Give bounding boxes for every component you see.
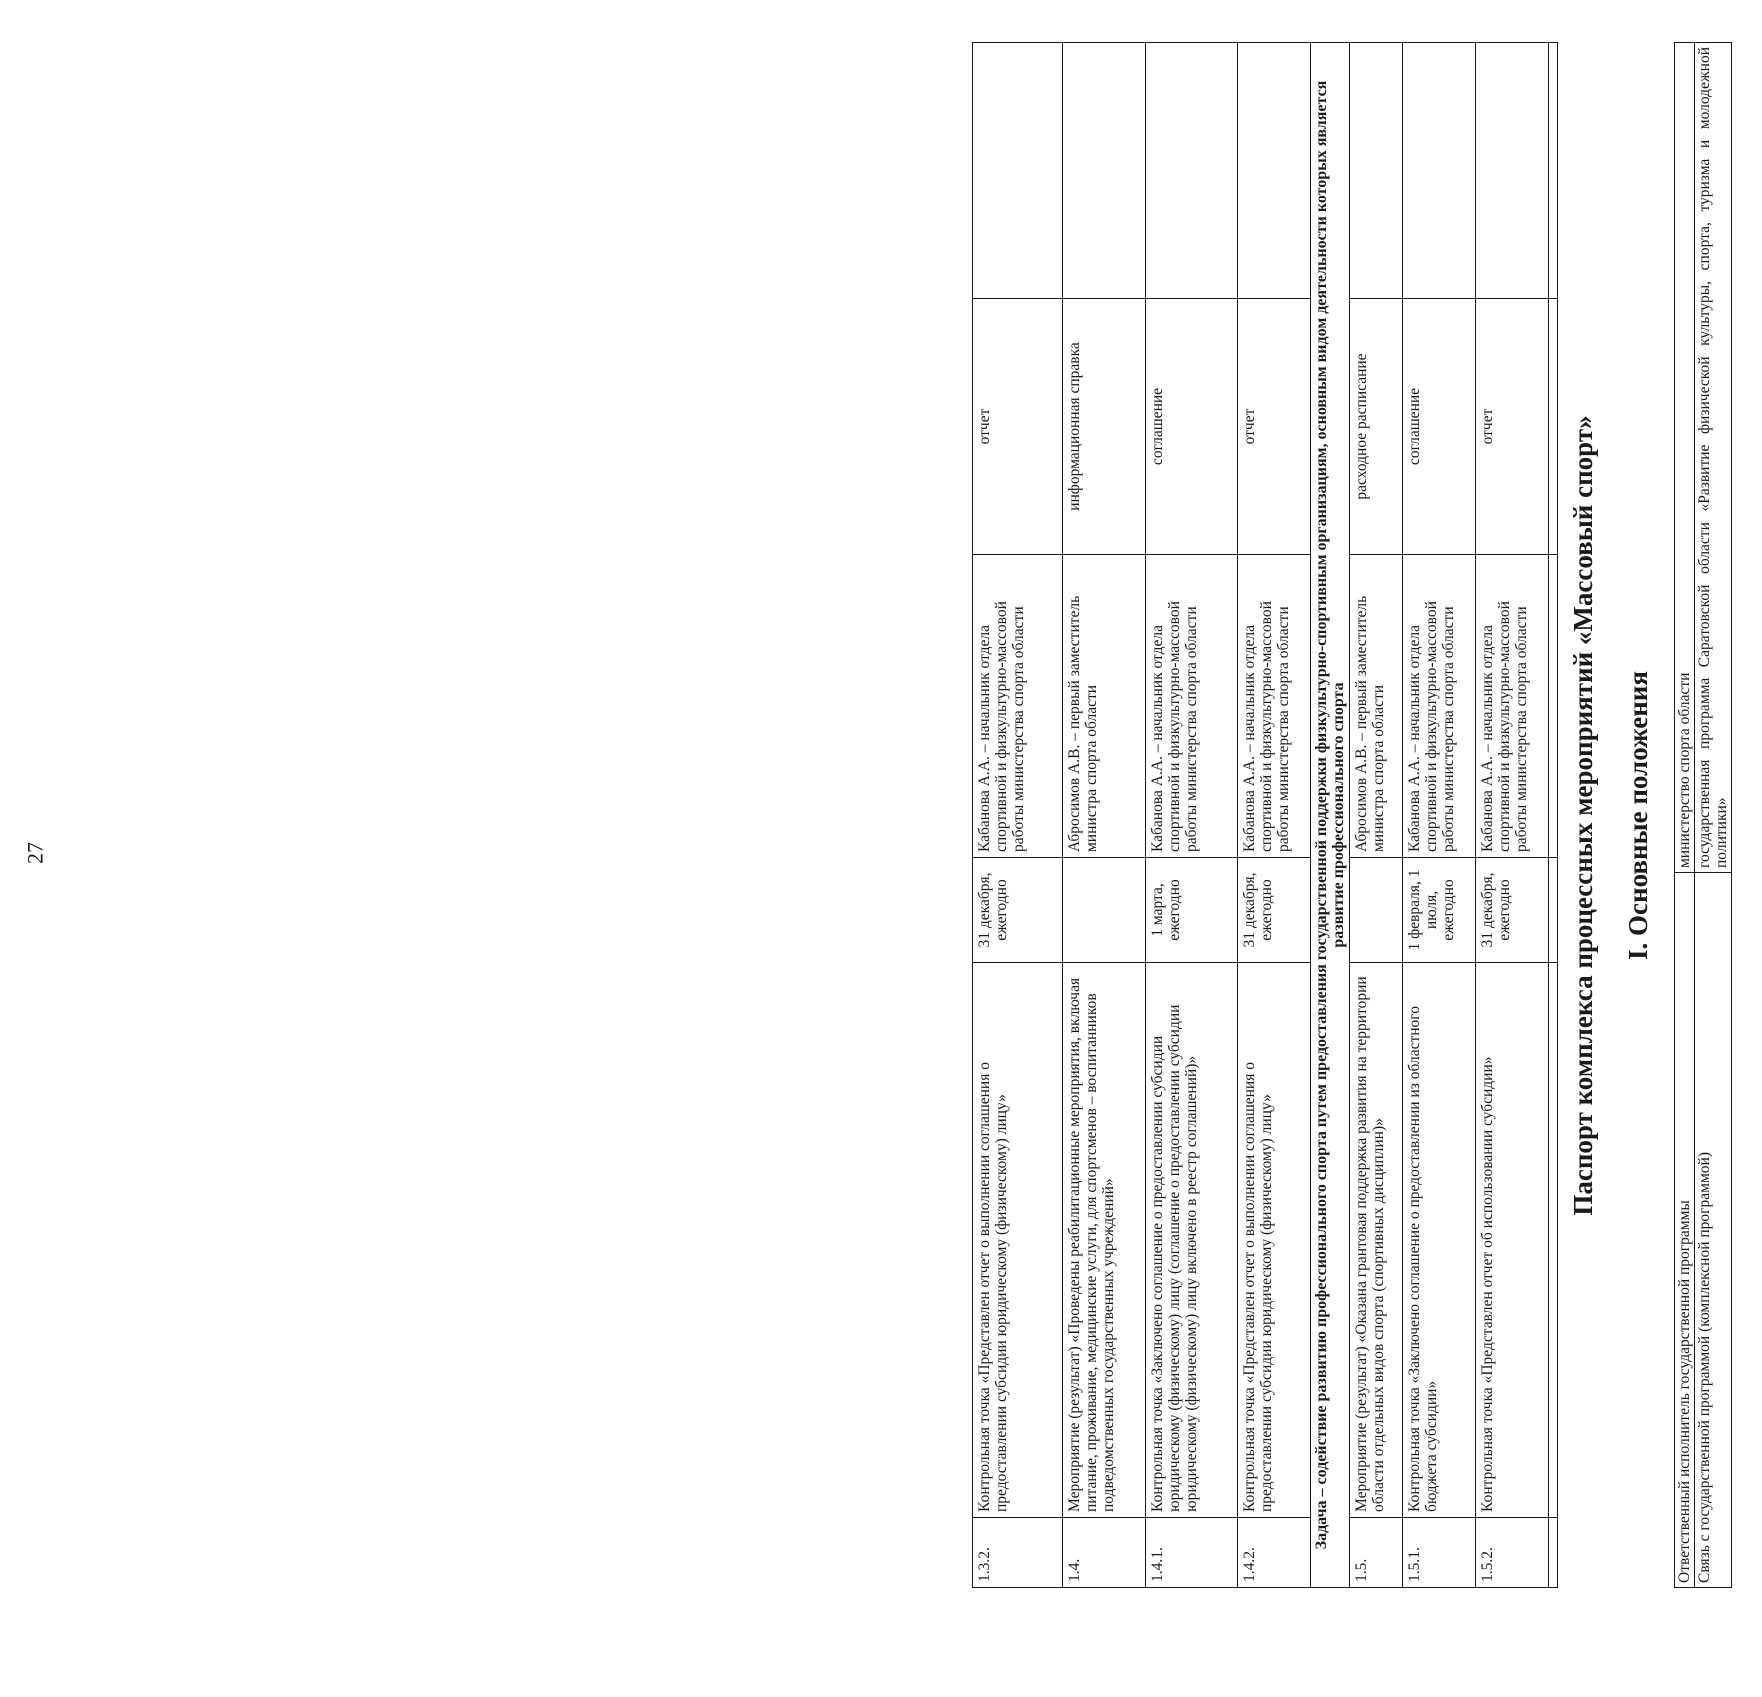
info-value: министерство спорта области <box>1675 43 1695 873</box>
responsible: Кабанова А.А. – начальник отдела спортивной и физкультурно-массовой работы министерства спорта области <box>1403 555 1476 858</box>
event-text: Контрольная точка «Заключено соглашение о предоставлении субсидии юридическому (физическому) лицу (соглашение о предоставлении субсидии юридическому (физическому) лицу включено в реестр соглашений)» <box>1146 963 1238 1518</box>
deadline <box>1063 858 1146 963</box>
evidence: расходное расписание <box>1350 299 1403 555</box>
empty-cell <box>1238 43 1311 299</box>
table-row <box>1350 43 1403 1588</box>
row-number: 1.5.1. <box>1403 1518 1476 1588</box>
responsible: Кабанова А.А. – начальник отдела спортивной и физкультурно-массовой работы министерства спорта области <box>1476 555 1549 858</box>
evidence: информационная справка <box>1063 299 1146 555</box>
deadline: 31 декабря, ежегодно <box>1238 858 1311 963</box>
responsible: Кабанова А.А. – начальник отдела спортивной и физкультурно-массовой работы министерства спорта области <box>973 555 1063 858</box>
row-number: 1.5. <box>1350 1518 1403 1588</box>
info-label: Ответственный исполнитель государственной программы <box>1675 873 1695 1588</box>
rotated-page-content <box>972 43 1762 1588</box>
responsible: Кабанова А.А. – начальник отдела спортивной и физкультурно-массовой работы министерства спорта области <box>1238 555 1311 858</box>
passport-title: Паспорт комплекса процессных мероприятий «Массовый спорт» <box>1568 415 1598 1216</box>
evidence: отчет <box>1476 299 1549 555</box>
empty-cell <box>1146 43 1238 299</box>
table-row <box>1063 43 1146 1588</box>
empty-cell <box>1063 43 1146 299</box>
evidence: соглашение <box>1146 299 1238 555</box>
table-row <box>1675 43 1695 1588</box>
schedule-table <box>972 42 1558 1588</box>
event-text: Мероприятие (результат) «Оказана грантовая поддержка развития на территории области отдельных видов спорта (спортивных дисциплин)» <box>1350 963 1403 1518</box>
table-row <box>1695 43 1732 1588</box>
empty-cell <box>973 43 1063 299</box>
event-text: Контрольная точка «Представлен отчет о выполнении соглашения о предоставлении субсидии юридическому (физическому) лицу» <box>973 963 1063 1518</box>
empty-cell <box>1403 43 1476 299</box>
task-row <box>1311 43 1350 1588</box>
event-text: Контрольная точка «Представлен отчет о выполнении соглашения о предоставлении субсидии юридическому (физическому) лицу» <box>1238 963 1311 1518</box>
evidence: отчет <box>973 299 1063 555</box>
table-row <box>973 43 1063 1588</box>
section-title: I. Основные положения <box>1623 671 1653 960</box>
deadline <box>1350 858 1403 963</box>
empty-cell <box>1350 43 1403 299</box>
deadline: 31 декабря, ежегодно <box>1476 858 1549 963</box>
table-bottom-spacer <box>1549 43 1558 1588</box>
task-text: Задача – содействие развитию профессионального спорта путем предоставления государственной поддержки физкультурно-спортивным организациям, основным видом деятельности которых является развитие профессионального спорта <box>1311 43 1350 1588</box>
info-label: Связь с государственной программой (комплексной программой) <box>1695 873 1732 1588</box>
row-number: 1.4. <box>1063 1518 1146 1588</box>
table-row <box>1238 43 1311 1588</box>
deadline: 1 февраля, 1 июля, ежегодно <box>1403 858 1476 963</box>
info-table <box>1674 42 1732 1588</box>
responsible: Абросимов А.В. – первый заместитель министра спорта области <box>1350 555 1403 858</box>
info-value: государственная программа Саратовской области «Развитие физической культуры, спорта, туризма и молодежной политики» <box>1695 43 1732 873</box>
table-row <box>1403 43 1476 1588</box>
evidence: соглашение <box>1403 299 1476 555</box>
responsible: Абросимов А.В. – первый заместитель министра спорта области <box>1063 555 1146 858</box>
table-row <box>1146 43 1238 1588</box>
row-number: 1.3.2. <box>973 1518 1063 1588</box>
table-row <box>1476 43 1549 1588</box>
page-number: 27 <box>22 842 48 864</box>
row-number: 1.4.2. <box>1238 1518 1311 1588</box>
event-text: Мероприятие (результат) «Проведены реабилитационные мероприятия, включая питание, проживание, медицинские услуги, для спортсменов – воспитанников подведомственных государственных учреждений» <box>1063 963 1146 1518</box>
event-text: Контрольная точка «Представлен отчет об использовании субсидии» <box>1476 963 1549 1518</box>
deadline: 31 декабря, ежегодно <box>973 858 1063 963</box>
evidence: отчет <box>1238 299 1311 555</box>
event-text: Контрольная точка «Заключено соглашение о предоставлении из областного бюджета субсидии» <box>1403 963 1476 1518</box>
row-number: 1.4.1. <box>1146 1518 1238 1588</box>
responsible: Кабанова А.А. – начальник отдела спортивной и физкультурно-массовой работы министерства спорта области <box>1146 555 1238 858</box>
row-number: 1.5.2. <box>1476 1518 1549 1588</box>
empty-cell <box>1476 43 1549 299</box>
deadline: 1 марта, ежегодно <box>1146 858 1238 963</box>
